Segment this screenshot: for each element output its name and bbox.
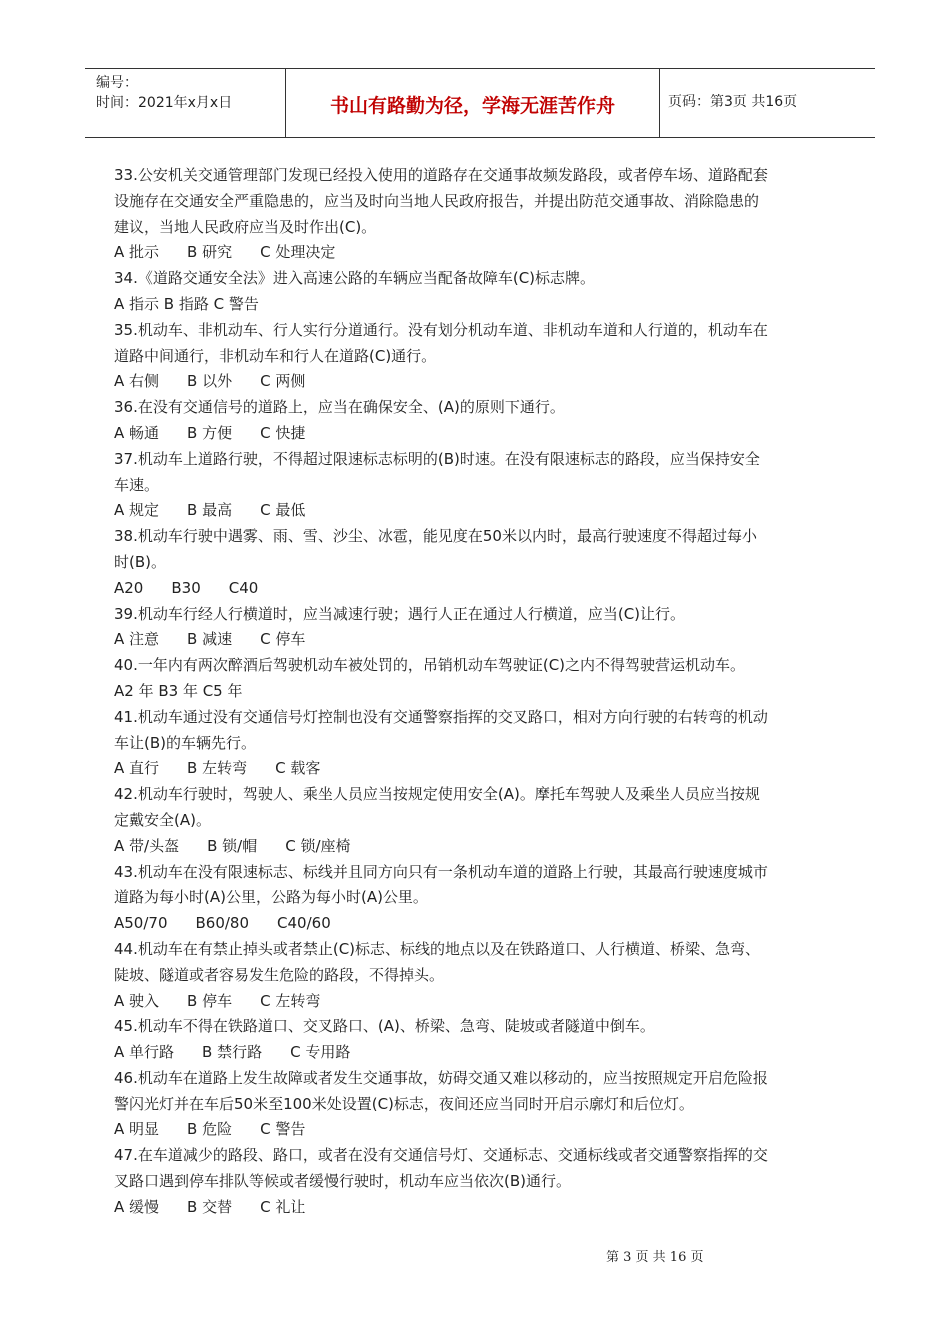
answer-option: C 礼让 xyxy=(260,1197,306,1216)
answer-option: A50/70 xyxy=(114,914,168,933)
answer-option: C 载客 xyxy=(275,759,321,778)
answer-option: B 研究 xyxy=(187,243,233,262)
question-text: 33.公安机关交通管理部门发现已经投入使用的道路存在交通事故频发路段，或者停车场、道路配套 xyxy=(114,166,768,184)
question-item xyxy=(114,653,854,705)
answer-options xyxy=(114,498,854,524)
answer-option: C 处理决定 xyxy=(260,243,336,262)
question-text: 43.机动车在没有限速标志、标线并且同方向只有一条机动车道的道路上行驶，其最高行驶速度城市 xyxy=(114,862,768,881)
answer-option: B60/80 xyxy=(195,914,250,933)
question-item xyxy=(114,782,854,859)
answer-options xyxy=(114,989,854,1015)
question-text: 35.机动车、非机动车、行人实行分道通行。没有划分机动车道、非机动车道和人行道的，机动车在 xyxy=(114,320,768,339)
question-item xyxy=(114,524,854,601)
answer-options xyxy=(114,1195,854,1221)
question-text: 42.机动车行驶时，驾驶人、乘坐人员应当按规定使用安全(A)。摩托车驾驶人及乘坐人员应当按规 xyxy=(114,785,760,804)
question-text: 46.机动车在道路上发生故障或者发生交通事故，妨碍交通又难以移动的，应当按照规定开启危险报 xyxy=(114,1068,768,1087)
answer-option: B 方便 xyxy=(187,423,233,442)
question-list xyxy=(114,163,854,1221)
answer-option: A2 年 B3 年 C5 年 xyxy=(114,681,243,700)
question-item xyxy=(114,1143,854,1220)
question-text: 警闪光灯并在车后50米至100米处设置(C)标志，夜间还应当同时开启示廓灯和后位灯。 xyxy=(114,1094,694,1113)
answer-option: B 以外 xyxy=(187,372,233,391)
answer-option: C 警告 xyxy=(260,1120,306,1139)
question-item xyxy=(114,937,854,1014)
answer-option: B 交替 xyxy=(187,1197,233,1216)
answer-option: C 锁/座椅 xyxy=(285,836,351,855)
question-item xyxy=(114,318,854,395)
document-number-label: 编号： xyxy=(96,75,138,91)
answer-option: B 减速 xyxy=(187,630,233,649)
answer-options xyxy=(114,756,854,782)
question-text: 车速。 xyxy=(114,475,160,494)
question-text: 建议，当地人民政府应当及时作出(C)。 xyxy=(114,217,377,236)
question-item xyxy=(114,602,854,654)
answer-option: A 直行 xyxy=(114,759,160,778)
page-footer: 第 3 页 共 16 页 xyxy=(606,1250,704,1265)
question-text: 道路为每小时(A)公里，公路为每小时(A)公里。 xyxy=(114,888,428,907)
header-info-cell xyxy=(85,69,286,137)
question-text: 44.机动车在有禁止掉头或者禁止(C)标志、标线的地点以及在铁路道口、人行横道、桥梁、急弯、 xyxy=(114,939,761,958)
answer-options xyxy=(114,1040,854,1066)
answer-options xyxy=(114,679,854,705)
answer-options xyxy=(114,834,854,860)
answer-option: C 快捷 xyxy=(260,423,306,442)
answer-option: C 最低 xyxy=(260,501,306,520)
answer-option: B 锁/帽 xyxy=(207,836,258,855)
page-header xyxy=(85,68,875,138)
answer-option: A 右侧 xyxy=(114,372,160,391)
answer-options xyxy=(114,1117,854,1143)
question-text: 道路中间通行，非机动车和行人在道路(C)通行。 xyxy=(114,346,437,365)
answer-option: C40/60 xyxy=(277,914,331,933)
question-text: 36.在没有交通信号的道路上，应当在确保安全、(A)的原则下通行。 xyxy=(114,398,565,417)
answer-option: A 指示 B 指路 C 警告 xyxy=(114,294,259,313)
question-text: 47.在车道减少的路段、路口，或者在没有交通信号灯、交通标志、交通标线或者交通警察指挥的交 xyxy=(114,1146,768,1165)
answer-option: A 缓慢 xyxy=(114,1197,160,1216)
question-text: 叉路口遇到停车排队等候或者缓慢行驶时，机动车应当依次(B)通行。 xyxy=(114,1172,571,1191)
question-text: 40.一年内有两次醉酒后驾驶机动车被处罚的，吊销机动车驾驶证(C)之内不得驾驶营运机动车。 xyxy=(114,656,746,675)
answer-options xyxy=(114,911,854,937)
answer-option: A 明显 xyxy=(114,1120,160,1139)
answer-options xyxy=(114,421,854,447)
answer-options xyxy=(114,627,854,653)
answer-option: B30 xyxy=(171,578,201,597)
answer-option: C 左转弯 xyxy=(260,991,321,1010)
question-text: 38.机动车行驶中遇雾、雨、雪、沙尘、冰雹，能见度在50米以内时，最高行驶速度不得超过每小 xyxy=(114,527,757,546)
question-text: 37.机动车上道路行驶，不得超过限速标志标明的(B)时速。在没有限速标志的路段，应当保持安全 xyxy=(114,449,760,468)
question-text: 时(B)。 xyxy=(114,552,166,571)
question-text: 陡坡、隧道或者容易发生危险的路段，不得掉头。 xyxy=(114,965,445,984)
answer-option: B 左转弯 xyxy=(187,759,248,778)
answer-option: C40 xyxy=(228,578,259,597)
question-text: 车让(B)的车辆先行。 xyxy=(114,733,256,752)
question-text: 34.《道路交通安全法》进入高速公路的车辆应当配备故障车(C)标志牌。 xyxy=(114,269,596,288)
question-item xyxy=(114,705,854,782)
question-text: 定戴安全(A)。 xyxy=(114,810,211,829)
question-item xyxy=(114,1066,854,1143)
answer-option: A20 xyxy=(114,578,144,597)
answer-option: A 畅通 xyxy=(114,423,160,442)
answer-option: B 危险 xyxy=(187,1120,233,1139)
header-page-number: 页码：第3页 共16页 xyxy=(668,94,798,110)
question-item xyxy=(114,1014,854,1066)
question-text: 45.机动车不得在铁路道口、交叉路口、(A)、桥梁、急弯、陡坡或者隧道中倒车。 xyxy=(114,1017,655,1036)
answer-option: C 两侧 xyxy=(260,372,306,391)
question-item xyxy=(114,395,854,447)
question-item xyxy=(114,860,854,937)
answer-option: A 带/头盔 xyxy=(114,836,180,855)
question-text: 41.机动车通过没有交通信号灯控制也没有交通警察指挥的交叉路口，相对方向行驶的右转弯的机动 xyxy=(114,707,768,726)
header-motto: 书山有路勤为径，学海无涯苦作舟 xyxy=(286,69,660,137)
question-text: 39.机动车行经人行横道时，应当减速行驶；遇行人正在通过人行横道，应当(C)让行。 xyxy=(114,604,686,623)
answer-option: A 驶入 xyxy=(114,991,160,1010)
question-text: 设施存在交通安全严重隐患的，应当及时向当地人民政府报告，并提出防范交通事故、消除隐患的 xyxy=(114,191,760,210)
answer-options xyxy=(114,369,854,395)
answer-option: A 规定 xyxy=(114,501,160,520)
question-item xyxy=(114,447,854,524)
answer-options xyxy=(114,576,854,602)
answer-option: C 专用路 xyxy=(290,1043,351,1062)
document-time-label: 时间：2021年x月x日 xyxy=(96,95,233,111)
question-item xyxy=(114,163,854,266)
answer-option: A 单行路 xyxy=(114,1043,175,1062)
answer-options xyxy=(114,240,854,266)
question-item xyxy=(114,266,854,318)
answer-option: C 停车 xyxy=(260,630,306,649)
answer-options xyxy=(114,292,854,318)
answer-option: B 最高 xyxy=(187,501,233,520)
answer-option: A 注意 xyxy=(114,630,160,649)
answer-option: B 禁行路 xyxy=(202,1043,263,1062)
answer-option: A 批示 xyxy=(114,243,160,262)
answer-option: B 停车 xyxy=(187,991,233,1010)
